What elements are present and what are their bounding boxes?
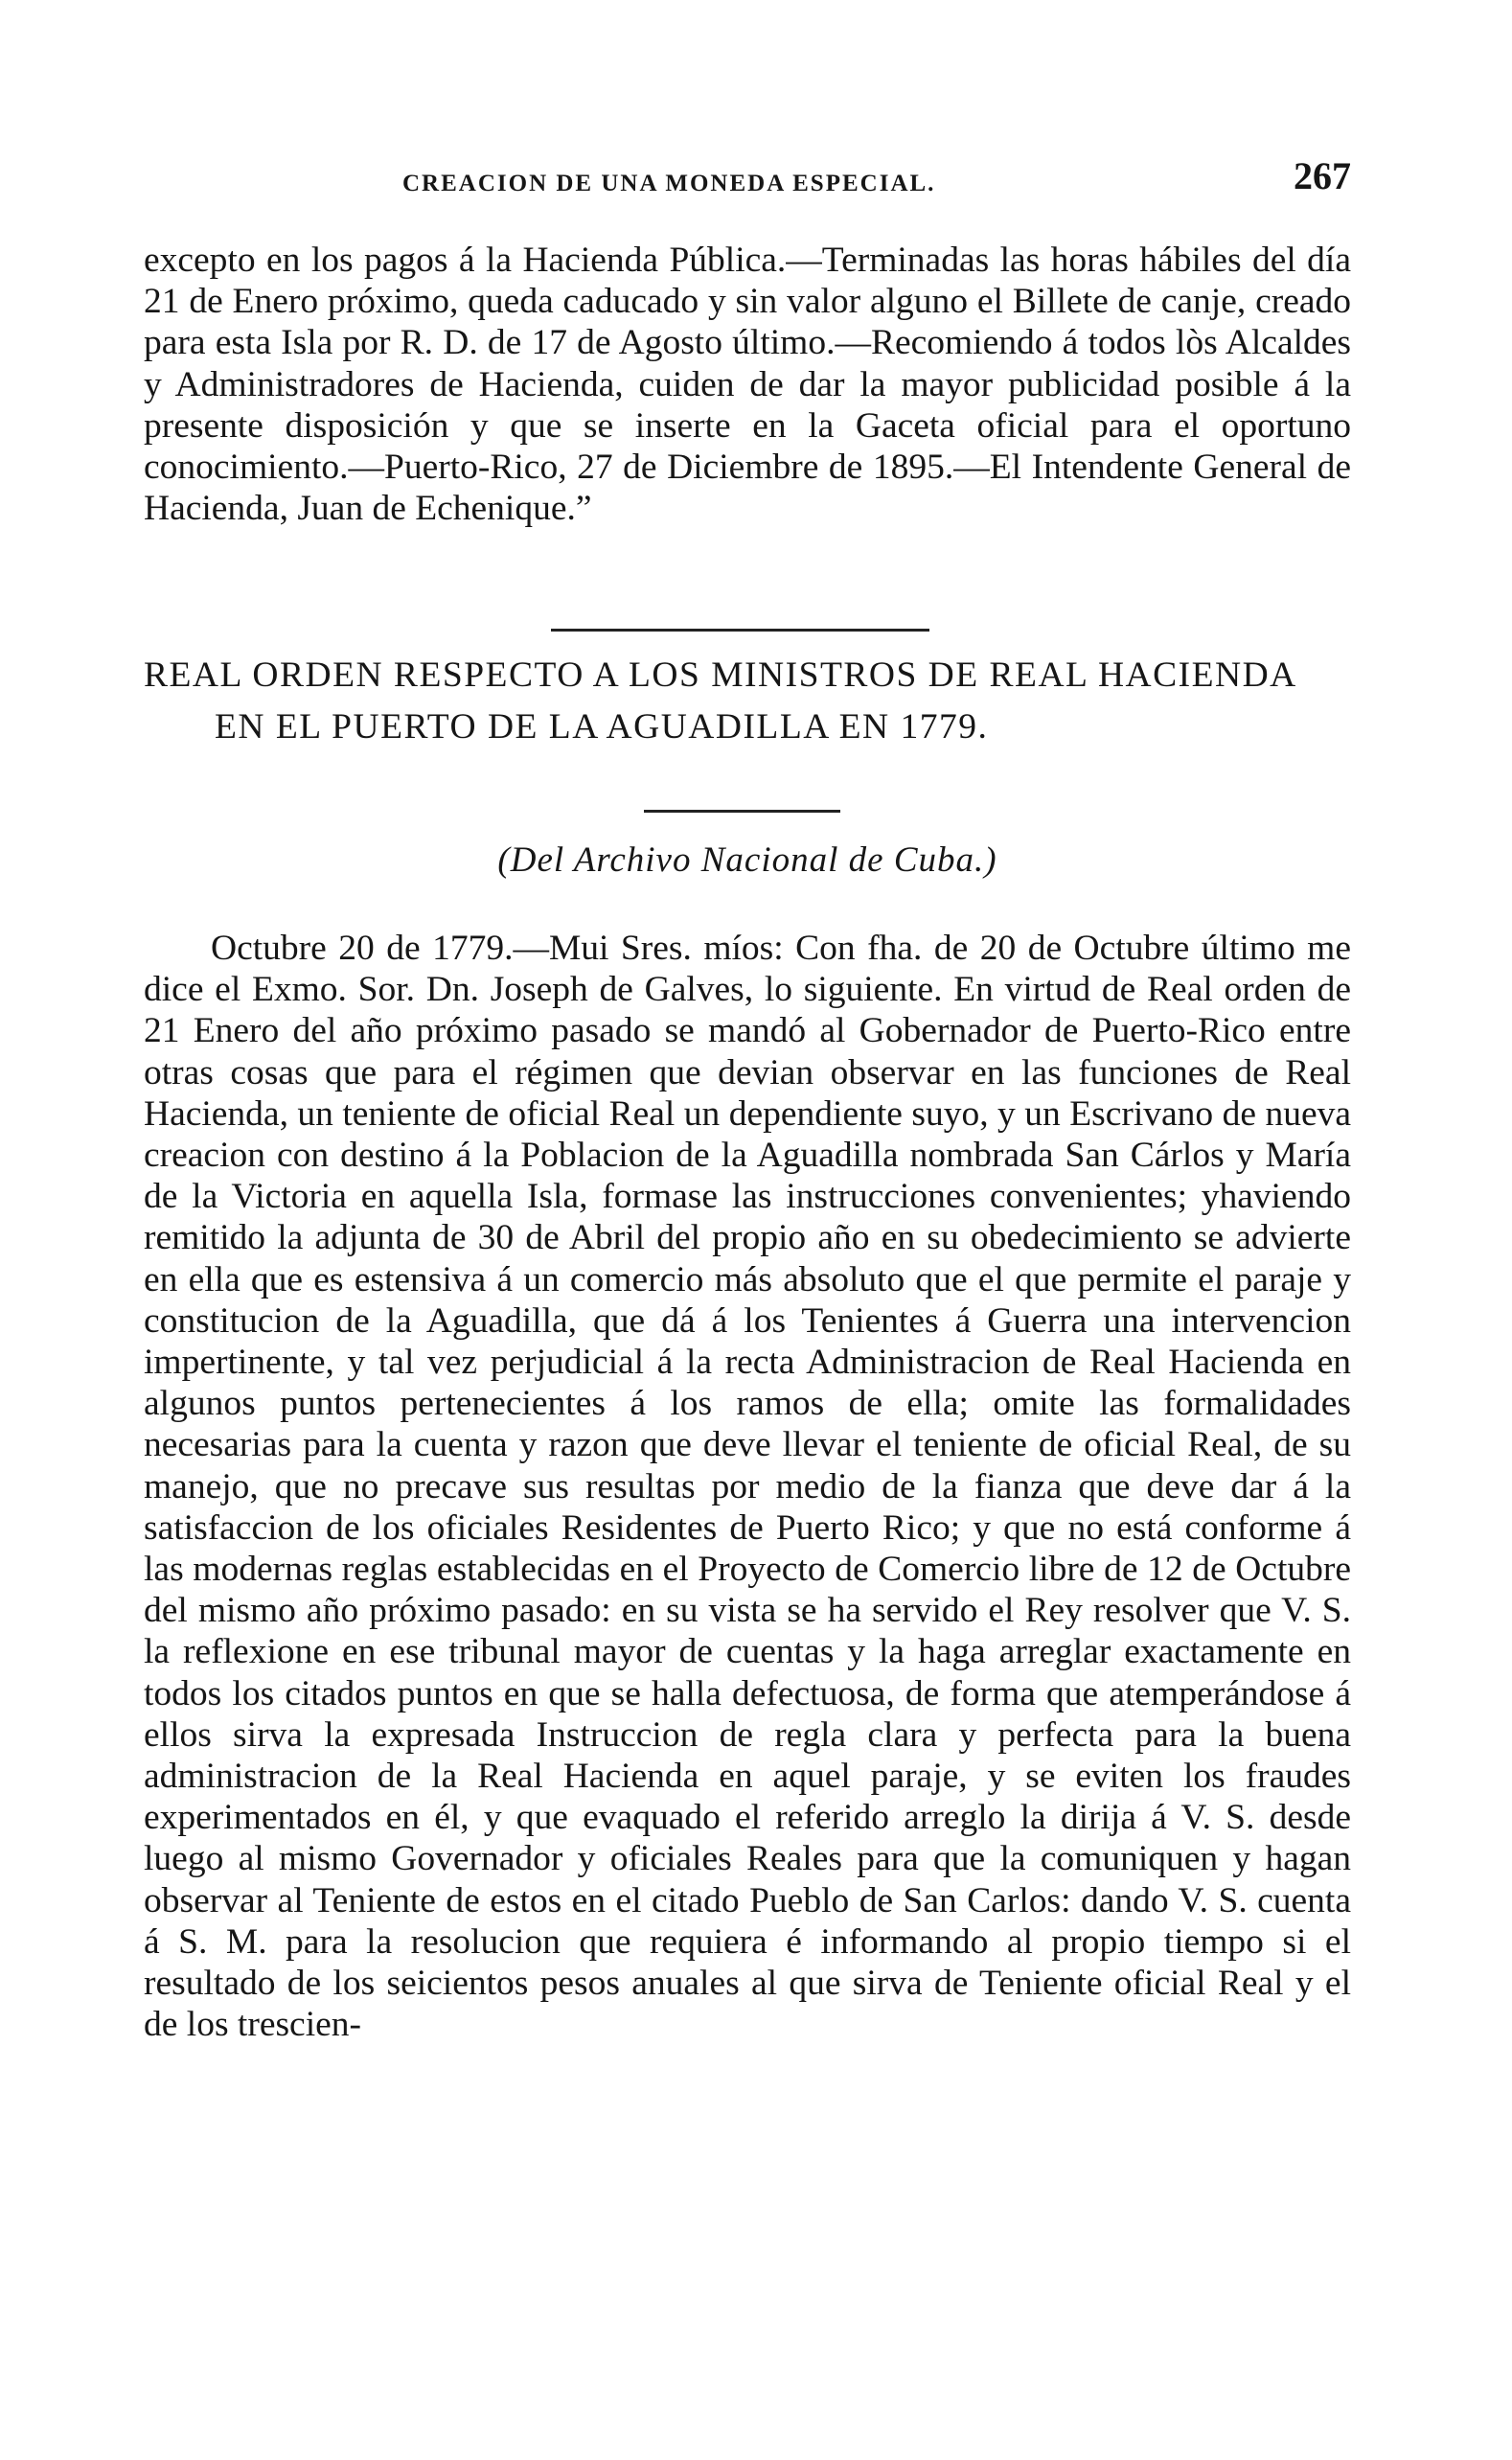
letter-block [144,928,1351,2045]
running-head [144,153,1351,211]
running-title: CREACION DE UNA MONEDA ESPECIAL. [402,171,936,196]
page-number: 267 [1294,154,1351,197]
continuation-block [144,240,1351,529]
archive-source: (Del Archivo Nacional de Cuba.) [497,840,997,880]
section-divider-bottom [644,810,840,813]
section-divider-top [551,629,929,632]
continuation-paragraph: excepto en los pagos á la Hacienda Pública.—Terminadas las horas hábiles del día 21 de Enero próximo, queda caducado y sin valor alguno el Billete de canje, creado para esta Isla por R. D. de 17 de Agosto último.—Recomiendo á todos lòs Alcaldes y Administradores de Hacienda, cuiden de dar la mayor publicidad posible á la presente disposición y que se inserte en la Gaceta oficial para el oportuno conocimiento.—Puerto-Rico, 27 de Diciembre de 1895.—El Intendente General de Hacienda, Juan de Echenique.” [144,241,1351,529]
source-block [144,839,1351,881]
section-heading: REAL ORDEN RESPECTO A LOS MINISTROS DE REAL HACIENDA EN EL PUERTO DE LA AGUADILLA EN 1779. [144,655,1295,747]
section-heading-block [144,650,1351,753]
letter-paragraph: Octubre 20 de 1779.—Mui Sres. míos: Con fha. de 20 de Octubre último me dice el Exmo. Sor. Dn. Joseph de Galves, lo siguiente. En virtud de Real orden de 21 Enero del año próximo pasado se mandó al Gobernador de Puerto-Rico entre otras cosas que para el régimen que devian observar en las funciones de Real Hacienda, un teniente de oficial Real un dependiente suyo, y un Escrivano de nueva creacion con destino á la Poblacion de la Aguadilla nombrada San Cárlos y María de la Victoria en aquella Isla, formase las instrucciones convenientes; yhaviendo remitido la adjunta de 30 de Abril del propio año en su obedecimiento se advierte en ella que es estensiva á un comercio más absoluto que el que permite el paraje y constitucion de la Aguadilla, que dá á los Tenientes á Guerra una intervencion impertinente, y tal vez perjudicial á la recta Administracion de Real Hacienda en algunos puntos pertenecientes á los ramos de ella; omite las formalidades necesarias para la cuenta y razon que deve llevar el teniente de oficial Real, de su manejo, que no precave sus resultas por medio de la fianza que deve dar á la satisfaccion de los oficiales Residentes de Puerto Rico; y que no está conforme á las modernas reglas establecidas en el Proyecto de Comercio libre de 12 de Octubre del mismo año próximo pasado: en su vista se ha servido el Rey resolver que V. S. la reflexione en ese tribunal mayor de cuentas y la haga arreglar exactamente en todos los citados puntos en que se halla defectuosa, de forma que atemperándose á ellos sirva la expresada Instruccion de regla clara y perfecta para la buena administracion de la Real Hacienda en aquel paraje, y se eviten los fraudes experimentados en él, y que evaquado el referido arreglo la dirija á V. S. desde luego al mismo Governador y oficiales Reales para que la comuniquen y hagan observar al Teniente de estos en el citado Pueblo de San Carlos: dando V. S. cuenta á S. M. para la resolucion que requiera é informando al propio tiempo si el resultado de los seicientos pesos anuales al que sirva de Teniente oficial Real y el de los trescien- [144,929,1351,2045]
